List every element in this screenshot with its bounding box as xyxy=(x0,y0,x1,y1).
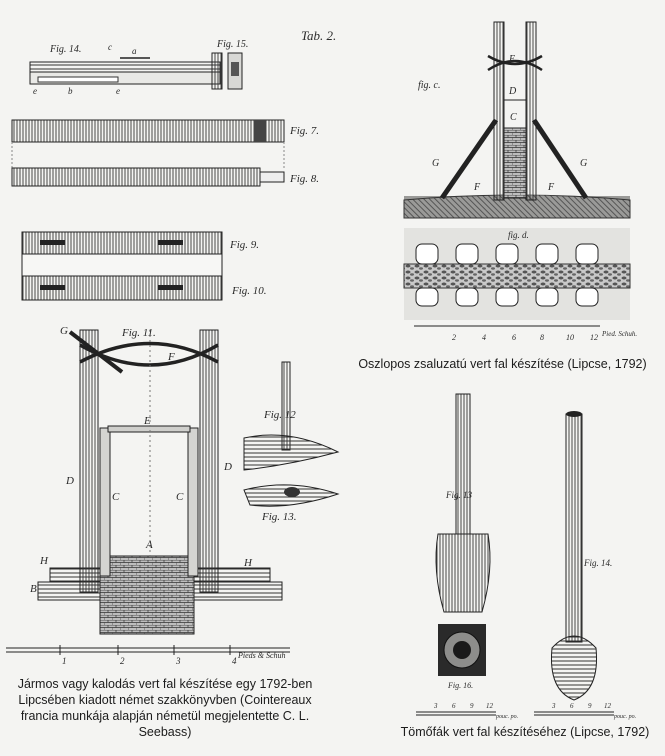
fig14-drawing xyxy=(30,58,220,84)
figc-drawing xyxy=(404,22,630,218)
fig11-part-b: B xyxy=(30,583,37,595)
fig11-part-c-right: C xyxy=(176,491,184,503)
plate-label: Tab. 2. xyxy=(301,28,337,43)
right-scale-tick-12: 12 xyxy=(590,333,598,342)
fig11-label: Fig. 11. xyxy=(122,327,156,339)
fig10-label: Fig. 10. xyxy=(232,285,267,297)
fig8-label: Fig. 8. xyxy=(290,173,320,185)
figc-part-g-left: G xyxy=(432,158,440,169)
fig15-drawing xyxy=(212,53,242,89)
bottom-scale2-tick-6: 6 xyxy=(570,702,574,710)
right-scale-unit: Pied. Schuh. xyxy=(602,330,638,338)
caption-bottom: Tömőfák vert fal készítéséhez (Lipcse, 1792) xyxy=(400,725,650,739)
fig14b-label: Fig. 14. xyxy=(584,558,613,568)
fig15-label: Fig. 15. xyxy=(217,39,249,50)
fig9-label: Fig. 9. xyxy=(230,239,260,251)
figc-label: fig. c. xyxy=(418,80,441,91)
fig9-fig10-drawing xyxy=(22,232,222,300)
fig11-part-h-right: H xyxy=(244,557,252,569)
fig14-label: Fig. 14. xyxy=(50,44,82,55)
fig14-part-b: b xyxy=(68,86,73,96)
fig14-part-c: c xyxy=(108,42,112,52)
figd-drawing xyxy=(404,228,630,326)
left-scale-tick-1: 1 xyxy=(62,656,67,666)
right-scale-tick-8: 8 xyxy=(540,333,544,342)
left-scale-unit: Pieds & Schuh xyxy=(238,651,286,660)
fig11-part-h-left: H xyxy=(40,555,48,567)
bottom-scale-unit: pouc. po. xyxy=(496,714,519,720)
figc-part-f-left: F xyxy=(474,182,481,193)
bottom-scale2-unit: pouc. po. xyxy=(614,714,637,720)
bottom-scale-tick-3: 3 xyxy=(434,702,438,710)
fig7-drawing xyxy=(12,120,284,170)
fig11-part-a: A xyxy=(146,539,153,551)
right-scale-tick-10: 10 xyxy=(566,333,574,342)
bottom-scale-tick-12: 12 xyxy=(486,702,493,710)
fig11-drawing xyxy=(38,330,282,634)
fig12-label: Fig. 12 xyxy=(264,409,296,421)
figd-label: fig. d. xyxy=(508,230,529,240)
left-scale-tick-2: 2 xyxy=(120,656,125,666)
bottom-scale-tick-9: 9 xyxy=(470,702,474,710)
fig13b-label: Fig. 13 xyxy=(446,490,472,500)
fig14-part-e: e xyxy=(33,86,37,96)
fig11-part-d-right: D xyxy=(224,461,232,473)
bottom-scale2-tick-9: 9 xyxy=(588,702,592,710)
caption-right: Oszlopos zsaluzatú vert fal készítése (Lipcse, 1792) xyxy=(358,357,647,371)
figc-part-g-right: G xyxy=(580,158,588,169)
figc-part-e: E xyxy=(509,54,516,65)
left-scale-tick-4: 4 xyxy=(232,656,237,666)
caption-left: Jármos vagy kalodás vert fal készítése egy 1792-ben Lipcsében kiadott német szakkönyvben (Cointereaux francia munkája alapján németül megjelentette C. L. Seebass) xyxy=(17,677,313,739)
fig11-part-d-left: D xyxy=(66,475,74,487)
bottom-scale2-tick-12: 12 xyxy=(604,702,611,710)
bottom-scale2-tick-3: 3 xyxy=(552,702,556,710)
fig16-label: Fig. 16. xyxy=(448,681,474,690)
fig14-part-e2: e xyxy=(116,86,120,96)
fig13-label: Fig. 13. xyxy=(262,511,297,523)
fig8-drawing xyxy=(12,168,284,186)
rammer1-drawing xyxy=(436,394,490,676)
right-scale-tick-4: 4 xyxy=(482,333,486,342)
fig7-label: Fig. 7. xyxy=(290,125,320,137)
right-scale-tick-2: 2 xyxy=(452,333,456,342)
bottom-scale-tick-6: 6 xyxy=(452,702,456,710)
fig11-part-g: G xyxy=(60,325,68,337)
fig11-part-f: F xyxy=(168,351,175,363)
figc-part-c: C xyxy=(510,112,517,123)
figc-part-f-right: F xyxy=(548,182,555,193)
figc-part-d: D xyxy=(509,86,517,97)
fig11-part-c-left: C xyxy=(112,491,120,503)
fig11-part-e: E xyxy=(144,415,151,427)
fig14-part-a: a xyxy=(132,46,137,56)
right-scale-tick-6: 6 xyxy=(512,333,516,342)
fig12-fig13-drawing xyxy=(244,362,338,506)
left-scale-tick-3: 3 xyxy=(176,656,181,666)
rammer2-drawing xyxy=(551,411,596,700)
